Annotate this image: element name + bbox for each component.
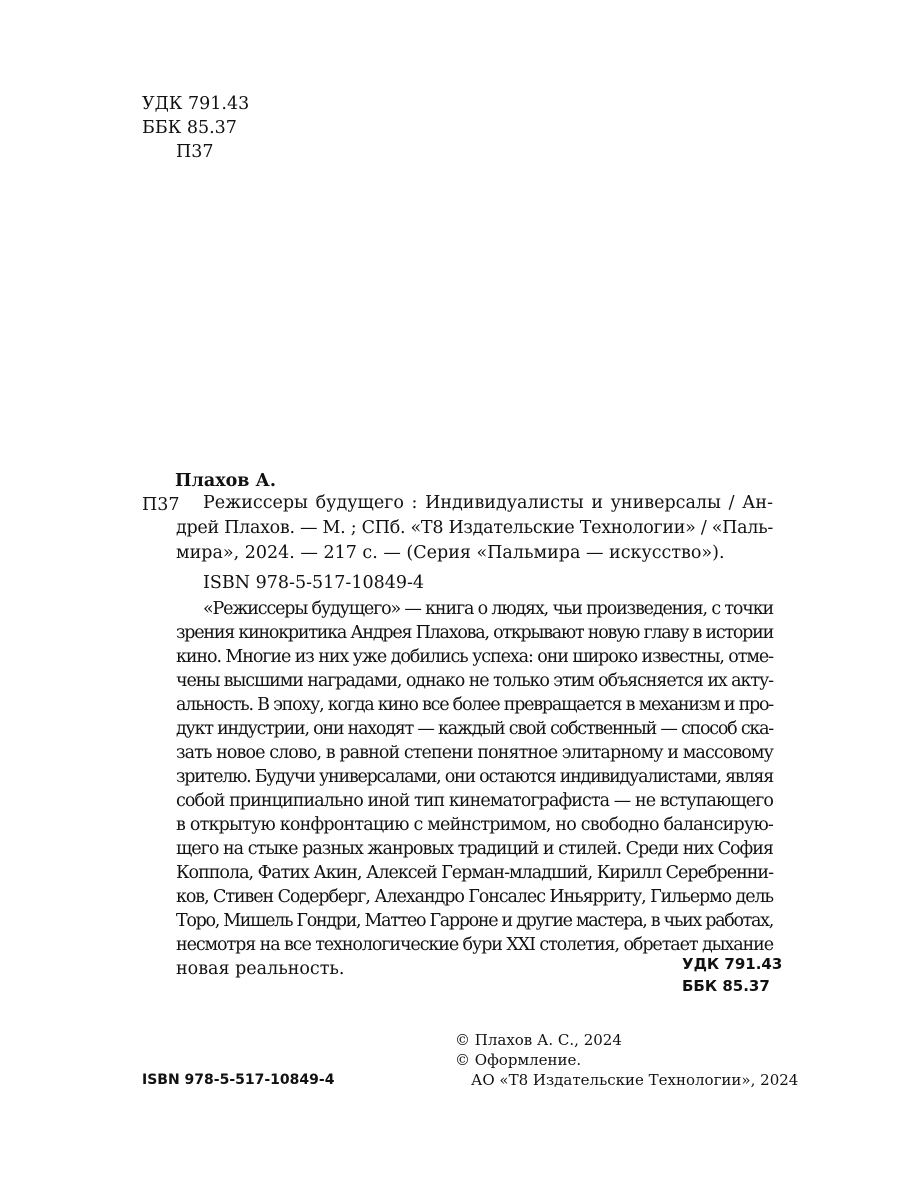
bib-line: дрей Плахов. — М. ; СПб. «Т8 Издательские Технологии» / «Паль- <box>176 518 773 538</box>
footer-copyright-author: © Плахов А. С., 2024 <box>455 1031 622 1049</box>
entry-bbk: ББК 85.37 <box>682 977 770 995</box>
annotation-line: зрителю. Будучи универсалами, они остаются индивидуалистами, являя <box>176 767 773 787</box>
annotation-line: дукт индустрии, они находят — каждый свой собственный — способ ска- <box>176 719 773 739</box>
annotation-line: Торо, Мишель Гондри, Маттео Гарроне и другие мастера, в чьих работах, <box>176 911 773 931</box>
annotation-line: зать новое слово, в равной степени понятное элитарному и массовому <box>176 743 773 763</box>
annotation-line: ков, Стивен Содерберг, Алехандро Гонсалес Иньярриту, Гильермо дель <box>176 887 773 907</box>
annotation-line: несмотря на все технологические бури XXI столетия, обретает дыхание <box>176 935 773 955</box>
annotation-line: новая реальность. <box>176 959 345 979</box>
entry-udk: УДК 791.43 <box>682 955 783 973</box>
annotation-line: в открытую конфронтацию с мейнстримом, но свободно балансирую- <box>176 815 773 835</box>
top-bbk: ББК 85.37 <box>142 118 237 138</box>
entry-isbn: ISBN 978-5-517-10849-4 <box>203 573 425 593</box>
bib-line: Режиссеры будущего : Индивидуалисты и универсалы / Ан- <box>203 493 773 513</box>
annotation-line: щего на стыке разных жанровых традиций и стилей. Среди них София <box>176 839 773 859</box>
entry-author: Плахов А. <box>175 471 276 491</box>
top-udk: УДК 791.43 <box>142 94 250 114</box>
annotation-line: «Режиссеры будущего» — книга о людях, чьи произведения, с точки <box>203 599 773 619</box>
annotation-line: альность. В эпоху, когда кино все более превращается в механизм и про- <box>176 695 773 715</box>
footer-copyright-design: © Оформление. <box>455 1051 582 1069</box>
annotation-line: Коппола, Фатих Акин, Алексей Герман-младший, Кирилл Серебренни- <box>176 863 773 883</box>
annotation-line: кино. Многие из них уже добились успеха: они широко известны, отме- <box>176 647 773 667</box>
annotation-line: собой принципиально иной тип кинематографиста — не вступающего <box>176 791 773 811</box>
entry-code: П37 <box>142 495 180 515</box>
footer-publisher: АО «Т8 Издательские Технологии», 2024 <box>471 1071 799 1089</box>
annotation-line: чены высшими наградами, однако не только этим объясняется их акту- <box>176 671 773 691</box>
bib-line: мира», 2024. — 217 с. — (Серия «Пальмира — искусство»). <box>176 543 725 563</box>
annotation-line: зрения кинокритика Андрея Плахова, открывают новую главу в истории <box>176 623 773 643</box>
top-author-code: П37 <box>176 142 214 162</box>
footer-isbn: ISBN 978-5-517-10849-4 <box>142 1072 335 1088</box>
